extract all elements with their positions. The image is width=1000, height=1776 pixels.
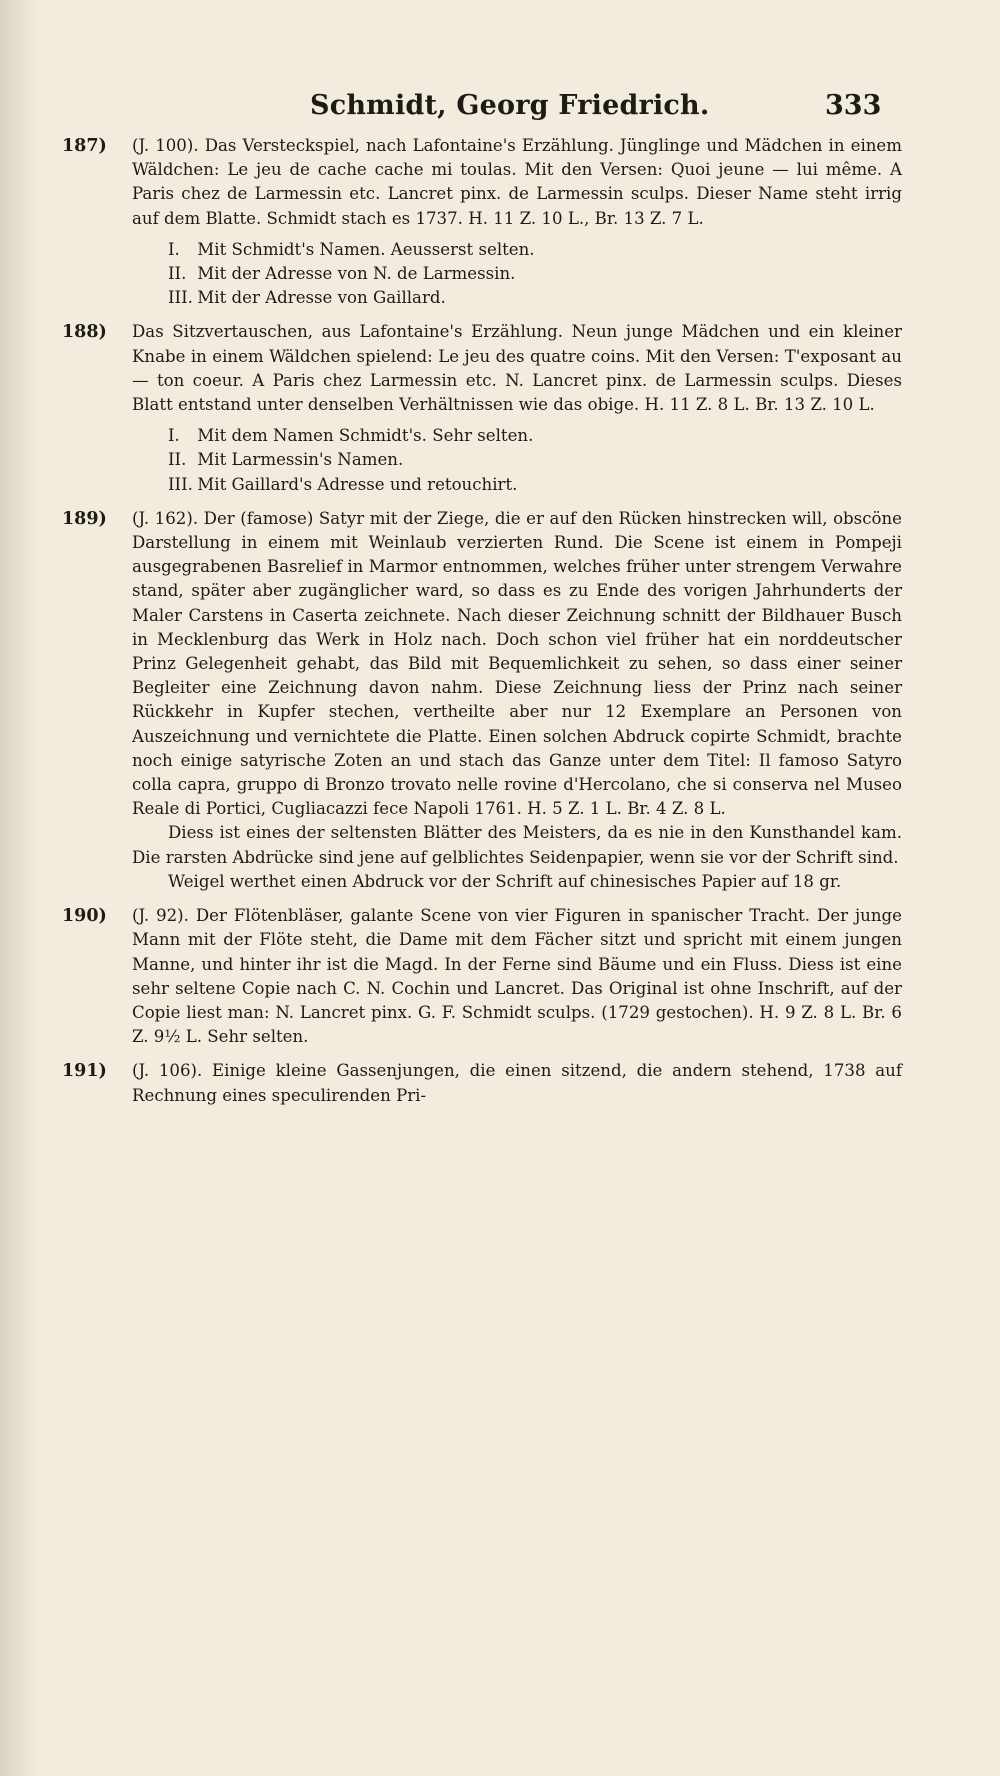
- state-roman: II.: [168, 264, 187, 284]
- print-state: [168, 286, 902, 310]
- state-roman: I.: [168, 239, 180, 259]
- entry-paragraph: (J. 92). Der Flötenbläser, galante Scene von vier Figuren in spanischer Tracht. Der junge Mann mit der Flöte steht, die Dame mit dem Fächer sitzt und spricht mit einem jungen Manne, und hinter ihr ist die Magd. In der Ferne sind Bäume und ein Fluss. Diess ist eine sehr seltene Copie nach C. N. Cochin und Lancret. Das Original ist ohne Inschrift, auf der Copie liest man: N. Lancret pinx. G. F. Schmidt sculps. (1729 gestochen). H. 9 Z. 8 L. Br. 6 Z. 9½ L. Sehr selten.: [132, 906, 902, 1047]
- state-text: Mit der Adresse von Gaillard.: [197, 288, 446, 308]
- print-states-list: [132, 424, 902, 497]
- catalogue-entry-188: [62, 320, 902, 496]
- print-state: [168, 448, 902, 472]
- state-text: Mit der Adresse von N. de Larmessin.: [197, 264, 516, 284]
- catalogue-entry-190: [62, 904, 902, 1049]
- print-states-list: [132, 238, 902, 311]
- state-roman: III.: [168, 288, 193, 308]
- entry-note-paragraph: Diess ist eines der seltensten Blätter des Meisters, da es nie in den Kunsthandel kam. Die rarsten Abdrücke sind jene auf gelblichtes Seidenpapier, wenn sie vor der Schrift sind.: [132, 823, 902, 867]
- entry-number: 189): [62, 508, 107, 529]
- print-state: [168, 424, 902, 448]
- entry-number: 188): [62, 322, 107, 343]
- running-title: Schmidt, Georg Friedrich.: [310, 90, 710, 121]
- state-text: Mit Gaillard's Adresse und retouchirt.: [197, 474, 518, 494]
- entry-paragraph: (J. 100). Das Versteckspiel, nach Lafontaine's Erzählung. Jünglinge und Mädchen in einem Wäldchen: Le jeu de cache cache mi toulas. Mit den Versen: Quoi jeune — lui même. A Paris chez de Larmessin etc. Lancret pinx. de Larmessin sculps. Dieser Name steht irrig auf dem Blatte. Schmidt stach es 1737. H. 11 Z. 10 L., Br. 13 Z. 7 L.: [132, 136, 902, 228]
- print-state: [168, 473, 902, 497]
- state-text: Mit Schmidt's Namen. Aeusserst selten.: [197, 239, 535, 259]
- entry-paragraph: Das Sitzvertauschen, aus Lafontaine's Erzählung. Neun junge Mädchen und ein kleiner Knabe in einem Wäldchen spielend: Le jeu des quatre coins. Mit den Versen: T'exposant au — ton coeur. A Paris chez Larmessin etc. N. Lancret pinx. de Larmessin sculps. Dieses Blatt entstand unter denselben Verhältnissen wie das obige. H. 11 Z. 8 L. Br. 13 Z. 10 L.: [132, 322, 902, 415]
- state-roman: III.: [168, 474, 193, 494]
- catalogue-entry-189: [62, 507, 902, 894]
- entry-note-paragraph: Weigel werthet einen Abdruck vor der Schrift auf chinesisches Papier auf 18 gr.: [168, 871, 842, 891]
- catalogue-text: [62, 134, 902, 1118]
- state-roman: I.: [168, 426, 180, 446]
- state-roman: II.: [168, 450, 187, 470]
- state-text: Mit dem Namen Schmidt's. Sehr selten.: [197, 426, 534, 446]
- print-state: [168, 262, 902, 286]
- print-state: [168, 238, 902, 262]
- entry-number: 187): [62, 136, 107, 156]
- catalogue-entry-187: [62, 134, 902, 310]
- entry-paragraph: (J. 106). Einige kleine Gassenjungen, die einen sitzend, die andern stehend, 1738 auf Rechnung eines speculirenden Pri-: [132, 1061, 902, 1105]
- state-text: Mit Larmessin's Namen.: [197, 450, 404, 470]
- entry-number: 190): [62, 906, 107, 927]
- page-number: 333: [825, 90, 882, 121]
- page-header: [0, 90, 1000, 130]
- entry-number: 191): [62, 1061, 107, 1082]
- entry-paragraph: (J. 162). Der (famose) Satyr mit der Ziege, die er auf den Rücken hinstrecken will, obscöne Darstellung in einem mit Weinlaub verzierten Rund. Die Scene ist einem in Pompeji ausgegrabenen Basrelief in Marmor entnommen, welches früher unter strengem Verwahre stand, später aber zugänglicher ward, so dass es zu Ende des vorigen Jahrhunderts der Maler Carstens in Caserta zeichnete. Nach dieser Zeichnung schnitt der Bildhauer Busch in Mecklenburg das Werk in Holz nach. Doch schon viel früher hat ein norddeutscher Prinz Gelegenheit gehabt, das Bild mit Bequemlichkeit zu sehen, so dass einer seiner Begleiter eine Zeichnung davon nahm. Diese Zeichnung liess der Prinz nach seiner Rückkehr in Kupfer stechen, vertheilte aber nur 12 Exemplare an Personen von Auszeichnung und vernichtete die Platte. Einen solchen Abdruck copirte Schmidt, brachte noch einige satyrische Zoten an und stach das Ganze unter dem Titel: Il famoso Satyro colla capra, gruppo di Bronzo trovato nelle rovine d'Hercolano, che si conserva nel Museo Reale di Portici, Cugliacazzi fece Napoli 1761. H. 5 Z. 1 L. Br. 4 Z. 8 L.: [132, 508, 902, 819]
- page-gutter-shadow: [0, 0, 38, 1776]
- catalogue-entry-191: [62, 1059, 902, 1107]
